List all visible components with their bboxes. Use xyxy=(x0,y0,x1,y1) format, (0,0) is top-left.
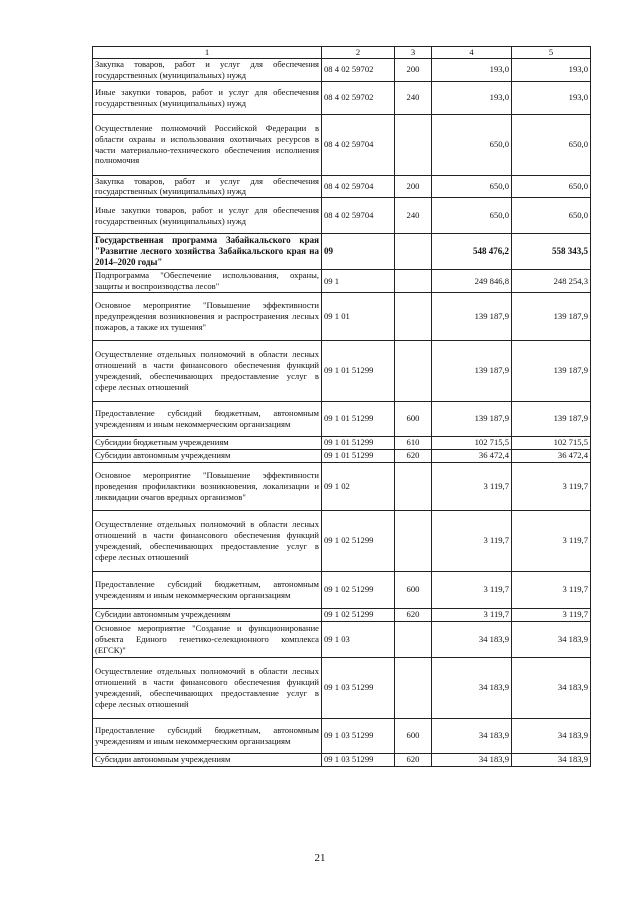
row-name-cell: Осуществление полномочий Российской Федерации в области охраны и использования охотничьих ресурсов в части материально-технического обеспечения исполнения полномочия xyxy=(93,114,322,175)
row-expense-type-cell: 200 xyxy=(395,175,432,198)
row-name-cell: Закупка товаров, работ и услуг для обеспечения государственных (муниципальных) нужд xyxy=(93,175,322,198)
row-amount-a-cell: 193,0 xyxy=(432,59,512,82)
row-amount-b-cell: 650,0 xyxy=(512,175,591,198)
row-code-cell: 08 4 02 59704 xyxy=(322,175,395,198)
budget-table xyxy=(92,46,591,767)
row-amount-b-cell: 3 119,7 xyxy=(512,608,591,621)
row-name-cell: Осуществление отдельных полномочий в области лесных отношений в части финансового обеспечения функций учреждений, обеспечивающих предоставление услуг в сфере лесных отношений xyxy=(93,510,322,571)
row-amount-a-cell: 3 119,7 xyxy=(432,608,512,621)
row-code-cell: 09 1 02 51299 xyxy=(322,608,395,621)
row-amount-a-cell: 139 187,9 xyxy=(432,340,512,401)
row-code-cell: 09 1 03 51299 xyxy=(322,718,395,753)
table-row xyxy=(93,621,591,657)
row-amount-b-cell: 558 343,5 xyxy=(512,234,591,270)
table-row xyxy=(93,175,591,198)
row-amount-a-cell: 34 183,9 xyxy=(432,718,512,753)
row-amount-b-cell: 193,0 xyxy=(512,59,591,82)
column-header-code: 2 xyxy=(322,47,395,59)
row-expense-type-cell: 620 xyxy=(395,449,432,462)
row-amount-a-cell: 102 715,5 xyxy=(432,436,512,449)
row-expense-type-cell: 620 xyxy=(395,753,432,766)
table-row xyxy=(93,340,591,401)
row-expense-type-cell xyxy=(395,234,432,270)
row-expense-type-cell: 600 xyxy=(395,571,432,608)
table-row xyxy=(93,234,591,270)
row-expense-type-cell: 620 xyxy=(395,608,432,621)
row-amount-a-cell: 34 183,9 xyxy=(432,753,512,766)
row-amount-b-cell: 34 183,9 xyxy=(512,753,591,766)
row-code-cell: 09 1 02 51299 xyxy=(322,510,395,571)
table-row xyxy=(93,81,591,114)
row-amount-b-cell: 3 119,7 xyxy=(512,462,591,510)
row-code-cell: 09 xyxy=(322,234,395,270)
row-expense-type-cell: 240 xyxy=(395,198,432,234)
row-expense-type-cell: 610 xyxy=(395,436,432,449)
table-row xyxy=(93,753,591,766)
row-amount-b-cell: 139 187,9 xyxy=(512,292,591,340)
table-row xyxy=(93,657,591,718)
row-amount-a-cell: 36 472,4 xyxy=(432,449,512,462)
row-name-cell: Основное мероприятие "Создание и функционирование объекта Единого генетико-селекционного комплекса (ЕГСК)" xyxy=(93,621,322,657)
row-amount-a-cell: 3 119,7 xyxy=(432,462,512,510)
row-amount-b-cell: 3 119,7 xyxy=(512,510,591,571)
row-name-cell: Иные закупки товаров, работ и услуг для обеспечения государственных (муниципальных) нужд xyxy=(93,198,322,234)
row-code-cell: 09 1 02 xyxy=(322,462,395,510)
row-code-cell: 09 1 01 51299 xyxy=(322,401,395,436)
budget-sheet xyxy=(92,46,590,767)
row-name-cell: Основное мероприятие "Повышение эффективности предупреждения возникновения и распространения лесных пожаров, а также их тушения" xyxy=(93,292,322,340)
row-name-cell: Подпрограмма "Обеспечение использования, охраны, защиты и воспроизводства лесов" xyxy=(93,270,322,293)
row-name-cell: Государственная программа Забайкальского края "Развитие лесного хозяйства Забайкальского края на 2014–2020 годы" xyxy=(93,234,322,270)
row-expense-type-cell xyxy=(395,621,432,657)
column-number-row xyxy=(93,47,591,59)
row-amount-a-cell: 3 119,7 xyxy=(432,571,512,608)
row-expense-type-cell xyxy=(395,510,432,571)
table-row xyxy=(93,292,591,340)
row-expense-type-cell: 200 xyxy=(395,59,432,82)
row-code-cell: 08 4 02 59704 xyxy=(322,198,395,234)
row-name-cell: Субсидии бюджетным учреждениям xyxy=(93,436,322,449)
row-amount-b-cell: 36 472,4 xyxy=(512,449,591,462)
table-row xyxy=(93,449,591,462)
table-row xyxy=(93,59,591,82)
row-amount-b-cell: 3 119,7 xyxy=(512,571,591,608)
row-code-cell: 08 4 02 59702 xyxy=(322,59,395,82)
row-name-cell: Субсидии автономным учреждениям xyxy=(93,753,322,766)
row-expense-type-cell xyxy=(395,292,432,340)
table-row xyxy=(93,718,591,753)
row-amount-b-cell: 34 183,9 xyxy=(512,621,591,657)
column-header-amount-a: 4 xyxy=(432,47,512,59)
row-code-cell: 09 1 01 51299 xyxy=(322,340,395,401)
table-row xyxy=(93,198,591,234)
row-code-cell: 09 1 01 xyxy=(322,292,395,340)
table-row xyxy=(93,401,591,436)
row-name-cell: Иные закупки товаров, работ и услуг для обеспечения государственных (муниципальных) нужд xyxy=(93,81,322,114)
table-row xyxy=(93,462,591,510)
row-name-cell: Субсидии автономным учреждениям xyxy=(93,608,322,621)
row-amount-b-cell: 139 187,9 xyxy=(512,340,591,401)
row-amount-a-cell: 34 183,9 xyxy=(432,621,512,657)
row-code-cell: 09 1 01 51299 xyxy=(322,449,395,462)
column-header-name: 1 xyxy=(93,47,322,59)
row-code-cell: 09 1 02 51299 xyxy=(322,571,395,608)
row-name-cell: Предоставление субсидий бюджетным, автономным учреждениям и иным некоммерческим организациям xyxy=(93,718,322,753)
table-row xyxy=(93,270,591,293)
row-expense-type-cell xyxy=(395,462,432,510)
row-amount-a-cell: 34 183,9 xyxy=(432,657,512,718)
column-header-amount-b: 5 xyxy=(512,47,591,59)
page-number: 21 xyxy=(314,852,326,864)
row-name-cell: Предоставление субсидий бюджетным, автономным учреждениям и иным некоммерческим организациям xyxy=(93,571,322,608)
row-amount-a-cell: 249 846,8 xyxy=(432,270,512,293)
row-amount-b-cell: 34 183,9 xyxy=(512,657,591,718)
row-expense-type-cell: 600 xyxy=(395,401,432,436)
row-amount-b-cell: 139 187,9 xyxy=(512,401,591,436)
row-amount-a-cell: 139 187,9 xyxy=(432,401,512,436)
row-expense-type-cell: 240 xyxy=(395,81,432,114)
row-name-cell: Основное мероприятие "Повышение эффективности проведения профилактики возникновения, локализации и ликвидации очагов вредных организмов" xyxy=(93,462,322,510)
row-expense-type-cell xyxy=(395,340,432,401)
table-row xyxy=(93,114,591,175)
row-expense-type-cell xyxy=(395,657,432,718)
row-amount-a-cell: 650,0 xyxy=(432,175,512,198)
row-amount-b-cell: 193,0 xyxy=(512,81,591,114)
row-amount-b-cell: 650,0 xyxy=(512,114,591,175)
row-expense-type-cell xyxy=(395,114,432,175)
row-amount-a-cell: 650,0 xyxy=(432,114,512,175)
row-name-cell: Осуществление отдельных полномочий в области лесных отношений в части финансового обеспечения функций учреждений, обеспечивающих предоставление услуг в сфере лесных отношений xyxy=(93,340,322,401)
row-expense-type-cell xyxy=(395,270,432,293)
row-amount-a-cell: 139 187,9 xyxy=(432,292,512,340)
row-amount-b-cell: 650,0 xyxy=(512,198,591,234)
row-amount-a-cell: 548 476,2 xyxy=(432,234,512,270)
row-code-cell: 09 1 03 xyxy=(322,621,395,657)
row-code-cell: 09 1 03 51299 xyxy=(322,753,395,766)
row-amount-a-cell: 3 119,7 xyxy=(432,510,512,571)
row-code-cell: 08 4 02 59704 xyxy=(322,114,395,175)
row-code-cell: 09 1 03 51299 xyxy=(322,657,395,718)
column-header-expense-type: 3 xyxy=(395,47,432,59)
row-amount-a-cell: 193,0 xyxy=(432,81,512,114)
row-code-cell: 08 4 02 59702 xyxy=(322,81,395,114)
row-name-cell: Закупка товаров, работ и услуг для обеспечения государственных (муниципальных) нужд xyxy=(93,59,322,82)
row-amount-b-cell: 34 183,9 xyxy=(512,718,591,753)
row-amount-b-cell: 102 715,5 xyxy=(512,436,591,449)
row-name-cell: Осуществление отдельных полномочий в области лесных отношений в части финансового обеспечения функций учреждений, обеспечивающих предоставление услуг в сфере лесных отношений xyxy=(93,657,322,718)
row-name-cell: Субсидии автономным учреждениям xyxy=(93,449,322,462)
row-code-cell: 09 1 01 51299 xyxy=(322,436,395,449)
row-name-cell: Предоставление субсидий бюджетным, автономным учреждениям и иным некоммерческим организациям xyxy=(93,401,322,436)
table-row xyxy=(93,608,591,621)
table-row xyxy=(93,436,591,449)
row-code-cell: 09 1 xyxy=(322,270,395,293)
row-expense-type-cell: 600 xyxy=(395,718,432,753)
table-row xyxy=(93,571,591,608)
row-amount-a-cell: 650,0 xyxy=(432,198,512,234)
row-amount-b-cell: 248 254,3 xyxy=(512,270,591,293)
table-row xyxy=(93,510,591,571)
